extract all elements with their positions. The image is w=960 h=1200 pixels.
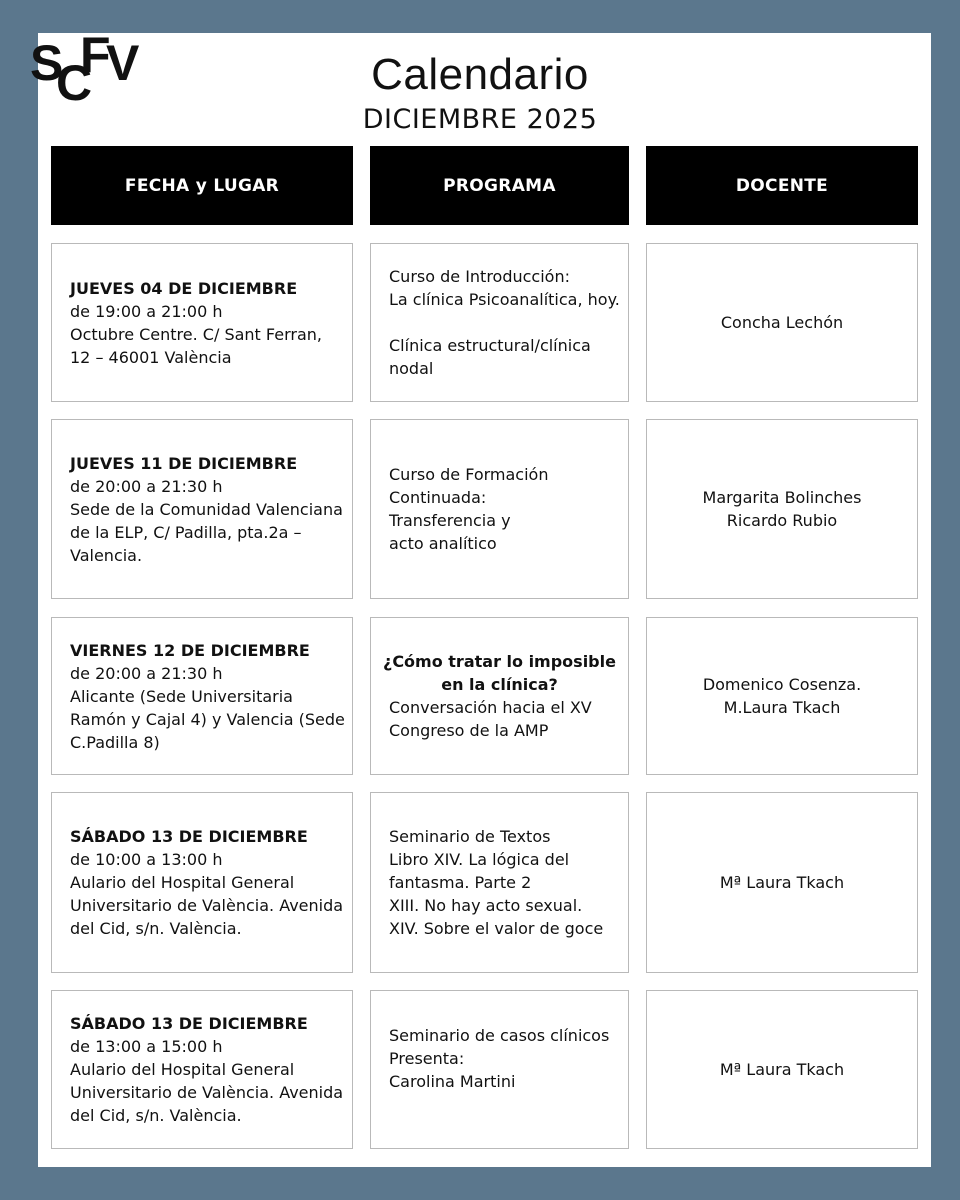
row-2-program: Curso de Formación Continuada: Transferencia y acto analítico [370,419,629,599]
row-3-program: ¿Cómo tratar lo imposible en la clínica? Conversación hacia el XV Congreso de la AMP [370,617,629,775]
column-header-docente: DOCENTE [646,146,918,225]
column-header-programa: PROGRAMA [370,146,629,225]
row-4-teacher: Mª Laura Tkach [646,792,918,973]
row-2-date: JUEVES 11 DE DICIEMBRE [70,453,298,473]
row-1-teacher: Concha Lechón [646,243,918,402]
row-4-date-place: SÁBADO 13 DE DICIEMBRE de 10:00 a 13:00 h Aulario del Hospital General Universitario de València. Avenida del Cid, s/n. València. [51,792,353,973]
row-5-teacher: Mª Laura Tkach [646,990,918,1149]
row-4-date: SÁBADO 13 DE DICIEMBRE [70,827,308,846]
row-5-date-place: SÁBADO 13 DE DICIEMBRE de 13:00 a 15:00 h Aulario del Hospital General Universitario de València. Avenida del Cid, s/n. València. [51,990,353,1149]
row-5-program: Seminario de casos clínicos Presenta: Carolina Martini [370,990,629,1149]
row-4-program: Seminario de Textos Libro XIV. La lógica del fantasma. Parte 2 XIII. No hay acto sexual. XIV. Sobre el valor de goce [370,792,629,973]
row-1-program: Curso de Introducción: La clínica Psicoanalítica, hoy. Clínica estructural/clínica nodal [370,243,629,402]
row-2-teacher: Margarita Bolinches Ricardo Rubio [646,419,918,599]
scfv-logo: S C F V [30,27,140,111]
row-1-date-place: JUEVES 04 DE DICIEMBRE de 19:00 a 21:00 h Octubre Centre. C/ Sant Ferran, 12 – 46001 València [51,243,353,402]
row-3-teacher: Domenico Cosenza. M.Laura Tkach [646,617,918,775]
row-5-date: SÁBADO 13 DE DICIEMBRE [70,1014,308,1033]
row-2-date-place: JUEVES 11 DE DICIEMBRE de 20:00 a 21:30 h Sede de la Comunidad Valenciana de la ELP, C/ Padilla, pta.2a – Valencia. [51,419,353,599]
column-header-fecha: FECHA y LUGAR [51,146,353,225]
row-3-date-place: VIERNES 12 DE DICIEMBRE de 20:00 a 21:30 h Alicante (Sede Universitaria Ramón y Cajal 4) y Valencia (Sede C.Padilla 8) [51,617,353,775]
page-title: Calendario [371,50,589,99]
row-1-date: JUEVES 04 DE DICIEMBRE [70,278,298,298]
row-3-date: VIERNES 12 DE DICIEMBRE [70,640,310,660]
page-subtitle: DICIEMBRE 2025 [362,104,598,135]
